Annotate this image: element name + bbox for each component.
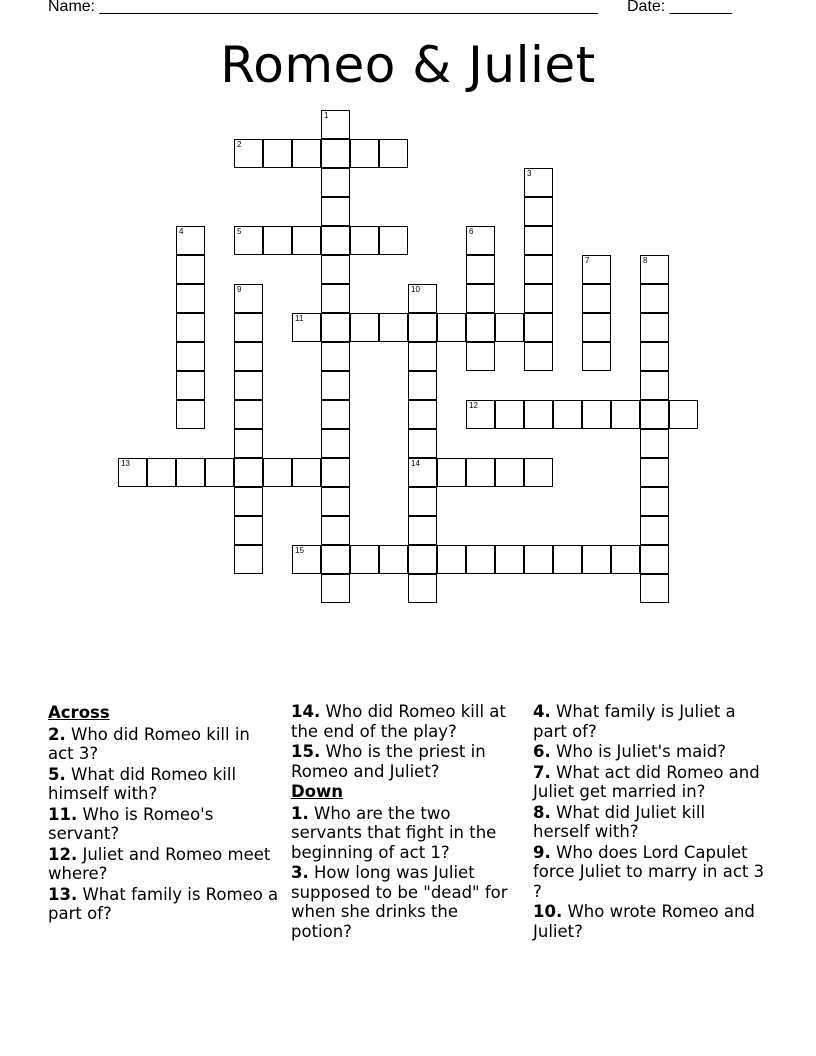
- grid-cell: [524, 284, 553, 313]
- grid-cell: [379, 313, 408, 342]
- cell-number: 12: [469, 401, 478, 410]
- clue-across-5: [48, 765, 280, 804]
- clue-text: What family is Romeo a part of?: [48, 884, 279, 923]
- grid-cell: [582, 313, 611, 342]
- grid-cell: [582, 284, 611, 313]
- grid-cell: [466, 458, 495, 487]
- cell-number: 8: [643, 256, 648, 265]
- grid-cell: [292, 545, 321, 574]
- clue-down-6: [533, 742, 765, 762]
- grid-cell: [234, 516, 263, 545]
- clue-text: What act did Romeo and Juliet get married in?: [533, 762, 760, 801]
- clue-text: Who did Romeo kill at the end of the play?: [291, 702, 506, 741]
- grid-cell: [205, 458, 234, 487]
- grid-cell: [321, 313, 350, 342]
- grid-cell: [350, 545, 379, 574]
- clue-text: Who wrote Romeo and Juliet?: [533, 902, 755, 941]
- cell-number: 9: [237, 285, 242, 294]
- grid-cell: [640, 487, 669, 516]
- date-field-label: Date: _______: [627, 0, 732, 15]
- grid-cell: [640, 574, 669, 603]
- clue-down-9: [533, 843, 765, 902]
- grid-cell: [292, 313, 321, 342]
- grid-cell: [176, 284, 205, 313]
- clue-number: 4.: [533, 702, 551, 721]
- grid-cell: [350, 226, 379, 255]
- grid-cell: [321, 458, 350, 487]
- clue-number: 2.: [48, 724, 66, 744]
- across-heading: Across: [48, 703, 110, 722]
- clue-number: 9.: [533, 842, 551, 862]
- grid-cell: [611, 545, 640, 574]
- grid-cell: [321, 342, 350, 371]
- grid-cell: [263, 139, 292, 168]
- grid-cell: [408, 516, 437, 545]
- grid-cell: [553, 400, 582, 429]
- clue-number: 3.: [291, 863, 309, 882]
- grid-cell: [321, 168, 350, 197]
- grid-cell: [524, 458, 553, 487]
- clue-text: Who is Romeo's servant?: [48, 804, 214, 843]
- grid-cell: [640, 545, 669, 574]
- clue-number: 13.: [48, 884, 78, 904]
- grid-cell: [321, 284, 350, 313]
- grid-cell: [408, 458, 437, 487]
- clue-text: What did Juliet kill herself with?: [533, 802, 706, 841]
- grid-cell: [321, 545, 350, 574]
- grid-cell: [408, 487, 437, 516]
- grid-cell: [582, 400, 611, 429]
- grid-cell: [321, 516, 350, 545]
- grid-cell: [292, 458, 321, 487]
- grid-cell: [118, 458, 147, 487]
- clue-down-7: [533, 763, 765, 802]
- grid-cell: [466, 400, 495, 429]
- cell-number: 7: [585, 256, 590, 265]
- clue-down-10: [533, 902, 765, 941]
- grid-cell: [234, 371, 263, 400]
- clue-number: 12.: [48, 844, 78, 864]
- cell-number: 14: [411, 459, 420, 468]
- grid-cell: [321, 139, 350, 168]
- clue-text: What family is Juliet a part of?: [533, 702, 736, 741]
- grid-cell: [466, 255, 495, 284]
- grid-cell: [640, 255, 669, 284]
- name-field-label: Name: ________________________________________________________: [48, 0, 598, 15]
- grid-cell: [350, 313, 379, 342]
- grid-cell: [234, 139, 263, 168]
- grid-cell: [640, 342, 669, 371]
- grid-cell: [437, 458, 466, 487]
- grid-cell: [176, 400, 205, 429]
- grid-cell: [408, 284, 437, 313]
- clue-number: 15.: [291, 742, 321, 761]
- grid-cell: [582, 342, 611, 371]
- clue-across-12: [48, 845, 280, 884]
- grid-cell: [466, 342, 495, 371]
- grid-cell: [234, 226, 263, 255]
- cell-number: 4: [179, 227, 184, 236]
- grid-cell: [176, 313, 205, 342]
- cell-number: 11: [295, 314, 304, 323]
- grid-cell: [524, 197, 553, 226]
- grid-cell: [176, 458, 205, 487]
- grid-cell: [234, 342, 263, 371]
- grid-cell: [466, 284, 495, 313]
- grid-cell: [176, 342, 205, 371]
- down-heading: Down: [291, 782, 344, 801]
- grid-cell: [379, 226, 408, 255]
- grid-cell: [263, 226, 292, 255]
- grid-cell: [466, 545, 495, 574]
- clue-across-11: [48, 805, 280, 844]
- grid-cell: [640, 313, 669, 342]
- clue-down-3: [291, 863, 523, 941]
- grid-cell: [437, 313, 466, 342]
- clue-text: Who are the two servants that fight in the beginning of act 1?: [291, 803, 497, 862]
- cell-number: 6: [469, 227, 474, 236]
- grid-cell: [640, 429, 669, 458]
- page-title: Romeo & Juliet: [220, 36, 596, 94]
- grid-cell: [466, 313, 495, 342]
- grid-cell: [640, 371, 669, 400]
- clue-number: 7.: [533, 762, 551, 782]
- clue-text: Who is the priest in Romeo and Juliet?: [291, 742, 486, 781]
- cell-number: 5: [237, 227, 242, 236]
- grid-cell: [524, 400, 553, 429]
- grid-cell: [321, 487, 350, 516]
- cell-number: 2: [237, 140, 242, 149]
- grid-cell: [408, 429, 437, 458]
- grid-cell: [321, 574, 350, 603]
- clue-number: 8.: [533, 802, 551, 822]
- grid-cell: [234, 313, 263, 342]
- grid-cell: [292, 139, 321, 168]
- clue-column-2: [291, 702, 523, 942]
- grid-cell: [640, 458, 669, 487]
- grid-cell: [524, 545, 553, 574]
- grid-cell: [176, 255, 205, 284]
- clue-text: How long was Juliet supposed to be "dead" for when she drinks the potion?: [291, 863, 508, 941]
- grid-cell: [408, 574, 437, 603]
- clue-number: 11.: [48, 804, 78, 824]
- clue-text: What did Romeo kill himself with?: [48, 764, 237, 803]
- grid-cell: [321, 371, 350, 400]
- grid-cell: [292, 226, 321, 255]
- grid-cell: [350, 139, 379, 168]
- grid-cell: [408, 400, 437, 429]
- grid-cell: [263, 458, 292, 487]
- clue-number: 5.: [48, 764, 66, 784]
- clue-text: Who does Lord Capulet force Juliet to marry in act 3 ?: [533, 842, 765, 901]
- cell-number: 10: [411, 285, 420, 294]
- clue-number: 6.: [533, 742, 551, 761]
- grid-cell: [640, 516, 669, 545]
- cell-number: 3: [527, 169, 532, 178]
- clue-across-15: [291, 742, 523, 781]
- grid-cell: [321, 429, 350, 458]
- grid-cell: [524, 313, 553, 342]
- grid-cell: [495, 313, 524, 342]
- grid-cell: [408, 342, 437, 371]
- clue-across-2: [48, 725, 280, 764]
- grid-cell: [234, 400, 263, 429]
- clue-across-13: [48, 885, 280, 924]
- grid-cell: [640, 284, 669, 313]
- grid-cell: [640, 400, 669, 429]
- grid-cell: [321, 110, 350, 139]
- clue-number: 1.: [291, 803, 309, 823]
- grid-cell: [321, 197, 350, 226]
- grid-cell: [321, 255, 350, 284]
- cell-number: 15: [295, 546, 304, 555]
- clue-down-4: [533, 702, 765, 741]
- grid-cell: [408, 313, 437, 342]
- clue-text: Who is Juliet's maid?: [556, 742, 727, 761]
- grid-cell: [379, 139, 408, 168]
- clue-across-14: [291, 702, 523, 741]
- grid-cell: [176, 371, 205, 400]
- grid-cell: [234, 458, 263, 487]
- clue-down-1: [291, 804, 523, 863]
- grid-cell: [379, 545, 408, 574]
- grid-cell: [611, 400, 640, 429]
- clue-text: Juliet and Romeo meet where?: [48, 844, 271, 883]
- grid-cell: [234, 545, 263, 574]
- clue-column-3: [533, 702, 765, 942]
- cell-number: 1: [324, 111, 329, 120]
- grid-cell: [495, 400, 524, 429]
- grid-cell: [321, 400, 350, 429]
- grid-cell: [495, 458, 524, 487]
- cell-number: 13: [121, 459, 130, 468]
- clue-number: 10.: [533, 902, 563, 921]
- grid-cell: [524, 255, 553, 284]
- clue-number: 14.: [291, 702, 321, 721]
- grid-cell: [234, 487, 263, 516]
- grid-cell: [234, 429, 263, 458]
- grid-cell: [408, 371, 437, 400]
- grid-cell: [466, 226, 495, 255]
- grid-cell: [234, 284, 263, 313]
- grid-cell: [553, 545, 582, 574]
- grid-cell: [582, 545, 611, 574]
- grid-cell: [524, 342, 553, 371]
- grid-cell: [437, 545, 466, 574]
- grid-cell: [582, 255, 611, 284]
- grid-cell: [147, 458, 176, 487]
- grid-cell: [176, 226, 205, 255]
- grid-cell: [321, 226, 350, 255]
- clue-text: Who did Romeo kill in act 3?: [48, 724, 250, 763]
- grid-cell: [408, 545, 437, 574]
- grid-cell: [495, 545, 524, 574]
- clue-down-8: [533, 803, 765, 842]
- grid-cell: [524, 168, 553, 197]
- clue-column-1: [48, 702, 280, 925]
- grid-cell: [669, 400, 698, 429]
- grid-cell: [524, 226, 553, 255]
